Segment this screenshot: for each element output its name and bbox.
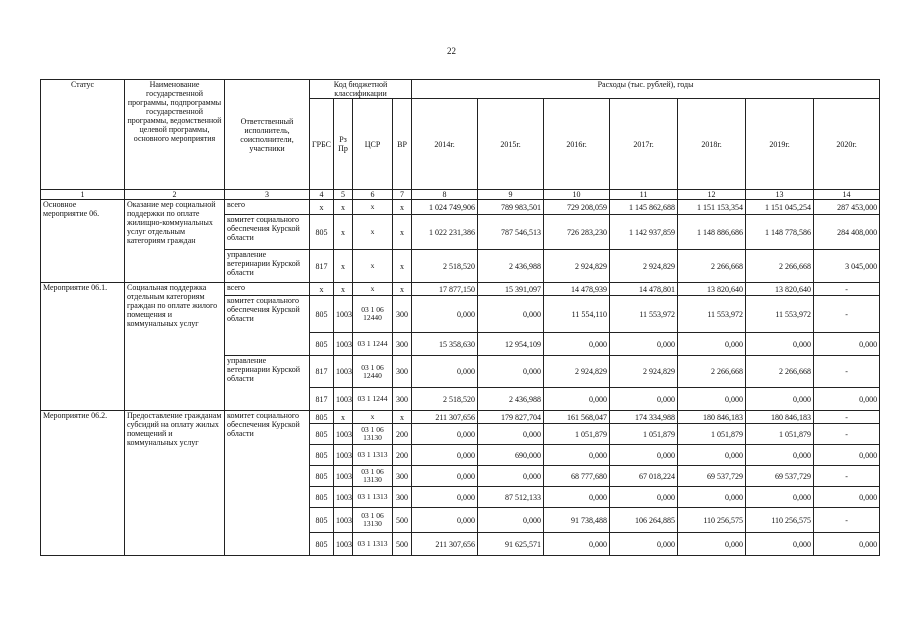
row-value: 1 151 045,254	[746, 200, 814, 215]
row-rzpr: 1003	[334, 356, 353, 388]
row-value: 787 546,513	[478, 215, 544, 250]
row-grbs: 805	[310, 445, 334, 466]
row-rzpr: 1003	[334, 296, 353, 333]
row-value: 1 151 153,354	[678, 200, 746, 215]
budget-table	[40, 79, 880, 556]
row-csr: 03 1 1313	[353, 445, 393, 466]
header-grbs: ГРБС	[310, 99, 334, 190]
table-row	[41, 200, 880, 215]
row-rzpr: 1003	[334, 533, 353, 556]
table-row	[41, 283, 880, 296]
row-vr: 200	[393, 445, 412, 466]
row-value: 1 051,879	[610, 424, 678, 445]
row-value: 0,000	[478, 424, 544, 445]
row-value: 0,000	[746, 533, 814, 556]
row-value: -	[814, 424, 880, 445]
row-value: 68 777,680	[544, 466, 610, 487]
row-value: 87 512,133	[478, 487, 544, 508]
row-value: 11 553,972	[610, 296, 678, 333]
row-value: 287 453,000	[814, 200, 880, 215]
row-value: 11 554,110	[544, 296, 610, 333]
row-value: 0,000	[678, 445, 746, 466]
row-value: 3 045,000	[814, 250, 880, 283]
row-value: 1 145 862,688	[610, 200, 678, 215]
row-value: 12 954,109	[478, 333, 544, 356]
row-value: 0,000	[678, 388, 746, 411]
row-executor: управление ветеринарии Курской области	[225, 356, 310, 411]
row-value: 0,000	[814, 388, 880, 411]
row-executor: управление ветеринарии Курской области	[225, 250, 310, 283]
row-csr: 03 1 1313	[353, 533, 393, 556]
header-year: 2014г.	[412, 99, 478, 190]
row-executor: комитет социального обеспечения Курской области	[225, 215, 310, 250]
column-number: 14	[814, 190, 880, 200]
header-vr: ВР	[393, 99, 412, 190]
row-grbs: 805	[310, 533, 334, 556]
row-value: 0,000	[412, 508, 478, 533]
row-value: 1 051,879	[544, 424, 610, 445]
row-value: 14 478,939	[544, 283, 610, 296]
header-year: 2019г.	[746, 99, 814, 190]
row-executor: всего	[225, 200, 310, 215]
row-value: 69 537,729	[678, 466, 746, 487]
row-value: 69 537,729	[746, 466, 814, 487]
row-csr: 03 1 06 12440	[353, 356, 393, 388]
row-value: 1 148 778,586	[746, 215, 814, 250]
row-csr: 03 1 1244	[353, 333, 393, 356]
row-value: 91 738,488	[544, 508, 610, 533]
column-number: 2	[125, 190, 225, 200]
row-value: 0,000	[478, 296, 544, 333]
row-value: 11 553,972	[678, 296, 746, 333]
row-vr: 300	[393, 333, 412, 356]
row-vr: 300	[393, 466, 412, 487]
row-value: 15 391,097	[478, 283, 544, 296]
header-year: 2017г.	[610, 99, 678, 190]
row-executor: комитет социального обеспечения Курской области	[225, 411, 310, 556]
row-vr: 300	[393, 487, 412, 508]
column-number: 9	[478, 190, 544, 200]
row-rzpr: 1003	[334, 487, 353, 508]
row-rzpr: 1003	[334, 388, 353, 411]
row-vr: 300	[393, 356, 412, 388]
row-value: 211 307,656	[412, 411, 478, 424]
row-value: 0,000	[746, 388, 814, 411]
header-csr: ЦСР	[353, 99, 393, 190]
header-expenses: Расходы (тыс. рублей), годы	[412, 80, 880, 99]
row-status: Мероприятие 06.2.	[41, 411, 125, 556]
row-grbs: 805	[310, 215, 334, 250]
row-value: 15 358,630	[412, 333, 478, 356]
header-year: 2016г.	[544, 99, 610, 190]
row-csr: х	[353, 200, 393, 215]
row-vr: 200	[393, 424, 412, 445]
row-csr: 03 1 06 13130	[353, 424, 393, 445]
row-value: 161 568,047	[544, 411, 610, 424]
row-value: 11 553,972	[746, 296, 814, 333]
row-executor: комитет социального обеспечения Курской области	[225, 296, 310, 356]
column-number: 7	[393, 190, 412, 200]
row-value: 0,000	[814, 445, 880, 466]
row-value: 179 827,704	[478, 411, 544, 424]
row-csr: х	[353, 250, 393, 283]
column-number-row	[41, 190, 880, 200]
header-row	[41, 80, 880, 99]
row-value: 13 820,640	[746, 283, 814, 296]
row-value: 2 266,668	[746, 356, 814, 388]
row-vr: 500	[393, 533, 412, 556]
row-value: 0,000	[544, 445, 610, 466]
row-vr: х	[393, 411, 412, 424]
row-value: 0,000	[544, 487, 610, 508]
row-value: 2 518,520	[412, 388, 478, 411]
row-name: Социальная поддержка отдельным категориям граждан по оплате жилого помещения и коммунальных услуг	[125, 283, 225, 411]
row-value: 2 924,829	[610, 356, 678, 388]
row-rzpr: 1003	[334, 424, 353, 445]
row-value: 0,000	[478, 356, 544, 388]
row-value: 1 051,879	[678, 424, 746, 445]
row-value: 0,000	[746, 487, 814, 508]
row-value: 0,000	[544, 333, 610, 356]
column-number: 4	[310, 190, 334, 200]
row-value: 2 266,668	[678, 250, 746, 283]
row-value: 2 436,988	[478, 388, 544, 411]
row-value: 211 307,656	[412, 533, 478, 556]
row-value: -	[814, 411, 880, 424]
row-value: 2 266,668	[678, 356, 746, 388]
row-vr: х	[393, 283, 412, 296]
table-row	[41, 411, 880, 424]
row-value: 2 924,829	[544, 250, 610, 283]
row-value: 0,000	[746, 333, 814, 356]
row-csr: 03 1 1244	[353, 388, 393, 411]
row-value: -	[814, 283, 880, 296]
row-grbs: 805	[310, 411, 334, 424]
row-value: -	[814, 296, 880, 333]
header-status: Статус	[41, 80, 125, 190]
row-value: 1 024 749,906	[412, 200, 478, 215]
row-value: 0,000	[412, 487, 478, 508]
header-year: 2020г.	[814, 99, 880, 190]
row-value: 0,000	[678, 333, 746, 356]
row-value: 0,000	[814, 487, 880, 508]
row-value: 2 266,668	[746, 250, 814, 283]
row-grbs: 817	[310, 388, 334, 411]
row-csr: 03 1 06 13130	[353, 508, 393, 533]
row-value: 0,000	[544, 533, 610, 556]
row-executor: всего	[225, 283, 310, 296]
row-vr: х	[393, 200, 412, 215]
row-value: 174 334,988	[610, 411, 678, 424]
row-grbs: х	[310, 200, 334, 215]
row-value: 180 846,183	[746, 411, 814, 424]
row-rzpr: 1003	[334, 508, 353, 533]
row-value: 0,000	[478, 466, 544, 487]
row-csr: х	[353, 215, 393, 250]
row-csr: 03 1 06 13130	[353, 466, 393, 487]
row-value: 0,000	[678, 487, 746, 508]
row-rzpr: 1003	[334, 445, 353, 466]
row-rzpr: х	[334, 200, 353, 215]
row-grbs: 805	[310, 424, 334, 445]
column-number: 5	[334, 190, 353, 200]
row-value: 1 051,879	[746, 424, 814, 445]
column-number: 1	[41, 190, 125, 200]
row-rzpr: х	[334, 411, 353, 424]
row-value: 0,000	[814, 333, 880, 356]
row-value: 729 208,059	[544, 200, 610, 215]
row-vr: 300	[393, 388, 412, 411]
row-value: 67 018,224	[610, 466, 678, 487]
row-value: 0,000	[610, 333, 678, 356]
row-value: 1 022 231,386	[412, 215, 478, 250]
row-value: 0,000	[610, 445, 678, 466]
header-name: Наименование государственной программы, подпрограммы государственной программы, ведомственной целевой программы, основного мероприятия	[125, 80, 225, 190]
header-budget-code: Код бюджетной классификации	[310, 80, 412, 99]
row-value: 0,000	[610, 388, 678, 411]
row-value: 1 142 937,859	[610, 215, 678, 250]
row-vr: 500	[393, 508, 412, 533]
row-value: 0,000	[412, 466, 478, 487]
row-value: 110 256,575	[746, 508, 814, 533]
row-vr: 300	[393, 296, 412, 333]
row-status: Основное мероприятие 06.	[41, 200, 125, 283]
row-value: -	[814, 356, 880, 388]
row-value: -	[814, 466, 880, 487]
column-number: 10	[544, 190, 610, 200]
row-value: 1 148 886,686	[678, 215, 746, 250]
row-value: 690,000	[478, 445, 544, 466]
column-number: 8	[412, 190, 478, 200]
row-rzpr: х	[334, 250, 353, 283]
page-number: 22	[447, 46, 456, 56]
row-value: 0,000	[610, 487, 678, 508]
row-value: 789 983,501	[478, 200, 544, 215]
row-rzpr: 1003	[334, 333, 353, 356]
column-number: 6	[353, 190, 393, 200]
row-value: 2 924,829	[610, 250, 678, 283]
header-rzpr: Рз Пр	[334, 99, 353, 190]
row-csr: х	[353, 283, 393, 296]
row-grbs: 817	[310, 250, 334, 283]
row-vr: х	[393, 215, 412, 250]
row-value: 2 518,520	[412, 250, 478, 283]
row-value: 2 924,829	[544, 356, 610, 388]
row-value: 106 264,885	[610, 508, 678, 533]
row-value: 0,000	[412, 296, 478, 333]
row-value: 0,000	[610, 533, 678, 556]
row-value: 0,000	[412, 445, 478, 466]
row-value: 0,000	[478, 508, 544, 533]
row-value: 110 256,575	[678, 508, 746, 533]
row-value: 2 436,988	[478, 250, 544, 283]
row-rzpr: х	[334, 283, 353, 296]
column-number: 3	[225, 190, 310, 200]
row-grbs: 817	[310, 356, 334, 388]
row-name: Оказание мер социальной поддержки по оплате жилищно-коммунальных услуг отдельным категориям граждан	[125, 200, 225, 283]
row-value: 0,000	[412, 356, 478, 388]
row-grbs: 805	[310, 487, 334, 508]
column-number: 11	[610, 190, 678, 200]
row-value: 180 846,183	[678, 411, 746, 424]
row-value: 17 877,150	[412, 283, 478, 296]
column-number: 13	[746, 190, 814, 200]
row-name: Предоставление гражданам субсидий на оплату жилых помещений и коммунальных услуг	[125, 411, 225, 556]
row-grbs: х	[310, 283, 334, 296]
row-status: Мероприятие 06.1.	[41, 283, 125, 411]
row-value: 13 820,640	[678, 283, 746, 296]
row-value: 0,000	[412, 424, 478, 445]
row-value: -	[814, 508, 880, 533]
header-year: 2018г.	[678, 99, 746, 190]
row-csr: 03 1 1313	[353, 487, 393, 508]
row-csr: 03 1 06 12440	[353, 296, 393, 333]
row-grbs: 805	[310, 466, 334, 487]
row-grbs: 805	[310, 333, 334, 356]
row-csr: х	[353, 411, 393, 424]
column-number: 12	[678, 190, 746, 200]
row-value: 0,000	[746, 445, 814, 466]
row-grbs: 805	[310, 296, 334, 333]
row-value: 726 283,230	[544, 215, 610, 250]
row-grbs: 805	[310, 508, 334, 533]
row-value: 0,000	[544, 388, 610, 411]
row-value: 284 408,000	[814, 215, 880, 250]
row-value: 91 625,571	[478, 533, 544, 556]
row-value: 0,000	[678, 533, 746, 556]
row-value: 0,000	[814, 533, 880, 556]
row-vr: х	[393, 250, 412, 283]
row-rzpr: х	[334, 215, 353, 250]
row-value: 14 478,801	[610, 283, 678, 296]
row-rzpr: 1003	[334, 466, 353, 487]
header-executor: Ответственный исполнитель, соисполнители, участники	[225, 80, 310, 190]
header-year: 2015г.	[478, 99, 544, 190]
